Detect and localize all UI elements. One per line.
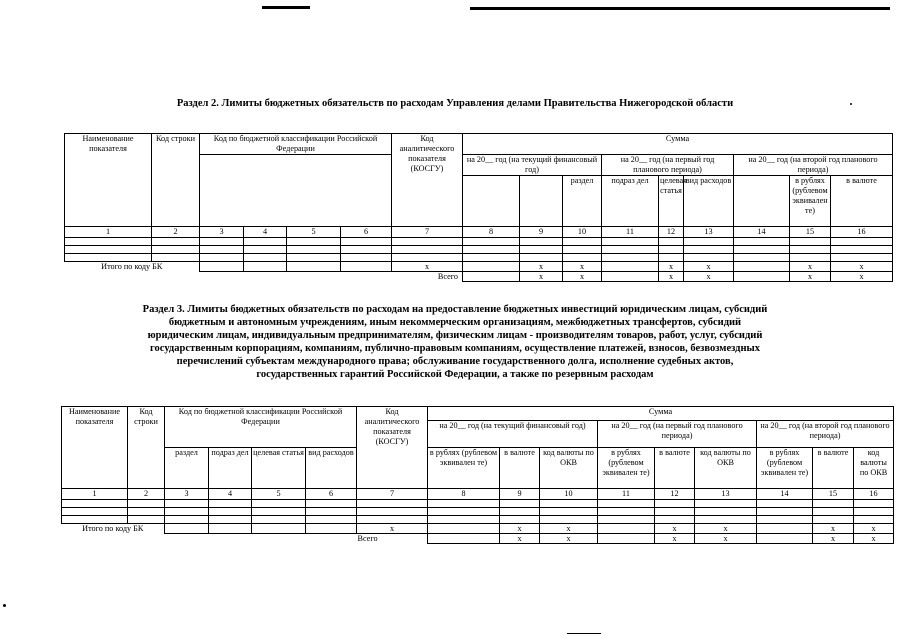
col-num: 1	[65, 227, 152, 238]
table-row	[65, 254, 893, 262]
col-num: 15	[813, 488, 854, 499]
header-year-1: на 20__ год (на текущий финансовый год)	[463, 155, 602, 176]
header-kosgu: Код аналитического показателя (КОСГУ)	[357, 407, 428, 448]
col-num: 13	[684, 227, 734, 238]
col-num: 16	[831, 227, 893, 238]
scan-artifact-line	[567, 633, 601, 634]
col-num: 11	[598, 488, 655, 499]
header-razdel: раздел	[563, 176, 602, 227]
header-row-code: Код строки	[152, 134, 200, 227]
table-row	[65, 238, 893, 246]
col-num: 8	[428, 488, 500, 499]
col-num: 4	[209, 488, 252, 499]
section3-title-line: Раздел 3. Лимиты бюджетных обязательств по расходам на предоставление бюджетных инвестиций юридическим лицам, субсидий	[142, 304, 768, 315]
table-number-row	[65, 227, 893, 238]
mark-cell: x	[813, 523, 854, 533]
col-num: 15	[790, 227, 831, 238]
section3-title	[40, 303, 870, 381]
header-okv-3: код валюты по ОКВ	[854, 447, 894, 488]
mark-cell: x	[684, 272, 734, 282]
header-vid: вид расходов	[684, 176, 734, 227]
mark-cell: x	[695, 533, 757, 543]
table-itogo-row	[65, 262, 893, 272]
header-val-2: в валюте	[655, 447, 695, 488]
table-section3	[61, 406, 894, 544]
section2-title-text: Раздел 2. Лимиты бюджетных обязательств по расходам Управления делами Правительства Нижегородской области	[176, 98, 734, 109]
header-name-cont	[62, 447, 128, 488]
scan-artifact-dot	[3, 604, 6, 607]
col-num: 14	[757, 488, 813, 499]
header-bk-code: Код по бюджетной классификации Российской Федерации	[200, 134, 392, 155]
header-sum: Сумма	[428, 407, 894, 421]
header-code-cont	[520, 176, 563, 227]
mark-cell: x	[500, 523, 540, 533]
col-num: 10	[540, 488, 598, 499]
mark-cell: x	[790, 262, 831, 272]
header-code-cont	[128, 447, 165, 488]
col-num: 10	[563, 227, 602, 238]
col-num: 2	[128, 488, 165, 499]
mark-cell: x	[695, 523, 757, 533]
col-num: 13	[695, 488, 757, 499]
mark-cell: x	[540, 523, 598, 533]
col-num: 5	[287, 227, 341, 238]
table-row	[62, 507, 894, 515]
mark-cell: x	[392, 262, 463, 272]
header-vid: вид расходов	[306, 447, 357, 488]
header-row-code: Код строки	[128, 407, 165, 448]
header-year-2: на 20__ год (на первый год планового периода)	[602, 155, 734, 176]
header-bk-spacer	[200, 155, 392, 227]
mark-cell: x	[520, 262, 563, 272]
header-kosgu-cont	[357, 447, 428, 488]
section3-title-line: юридическим лицам, индивидуальным предпринимателям, физическим лицам - производителям товаров, работ, услуг, субсидий	[147, 330, 763, 341]
header-name: Наименование показателя	[62, 407, 128, 448]
table-itogo-row	[62, 523, 894, 533]
section3-title-line: государственных гарантий Российской Федерации, а также по резервным расходам	[256, 369, 654, 380]
header-rub-1: в рублях (рублевом эквивален те)	[790, 176, 831, 227]
header-podrazdel: подраз дел	[602, 176, 659, 227]
itogo-label: Итого по коду БК	[101, 262, 163, 271]
header-val-3: в валюте	[813, 447, 854, 488]
table-vsego-row	[65, 272, 893, 282]
header-kosgu-cont	[734, 176, 790, 227]
header-rub-2: в рублях (рублевом эквивален те)	[598, 447, 655, 488]
header-val-1: в валюте	[500, 447, 540, 488]
header-year-3: на 20__ год (на второй год планового периода)	[734, 155, 893, 176]
mark-cell: x	[831, 272, 893, 282]
header-year-1: на 20__ год (на текущий финансовый год)	[428, 420, 598, 447]
itogo-label: Итого по коду БК	[82, 523, 144, 533]
mark-cell: x	[659, 272, 684, 282]
mark-cell: x	[563, 262, 602, 272]
mark-cell: x	[500, 533, 540, 543]
mark-cell: x	[684, 262, 734, 272]
mark-cell: x	[655, 523, 695, 533]
section3-title-line: бюджетным и автономным учреждениям, иным некоммерческим организациям, межбюджетных трансфертов, субсидий	[168, 317, 742, 328]
table-row	[65, 246, 893, 254]
col-num: 7	[392, 227, 463, 238]
col-num: 6	[306, 488, 357, 499]
header-rub-1: в рублях (рублевом эквивален те)	[428, 447, 500, 488]
header-kosgu: Код аналитического показателя (КОСГУ)	[392, 134, 463, 227]
col-num: 12	[655, 488, 695, 499]
vsego-label: Всего	[357, 533, 378, 543]
mark-cell: x	[854, 533, 894, 543]
table-row	[62, 499, 894, 507]
col-num: 7	[357, 488, 428, 499]
header-val-1: в валюте	[831, 176, 893, 227]
mark-cell: x	[357, 523, 428, 533]
header-rub-3: в рублях (рублевом эквивален те)	[757, 447, 813, 488]
table-row	[62, 515, 894, 523]
header-celevaya: целевая статья	[659, 176, 684, 227]
section3-title-line: перечислений субъектам международного права; обслуживание государственного долга, исполнение судебных актов,	[176, 356, 734, 367]
header-bk-code: Код по бюджетной классификации Российской Федерации	[165, 407, 357, 448]
mark-cell: x	[854, 523, 894, 533]
mark-cell: x	[790, 272, 831, 282]
table-header-row	[65, 134, 893, 155]
header-name: Наименование показателя	[65, 134, 152, 227]
col-num: 3	[200, 227, 244, 238]
mark-cell: x	[520, 272, 563, 282]
col-num: 14	[734, 227, 790, 238]
mark-cell: x	[563, 272, 602, 282]
mark-cell: x	[540, 533, 598, 543]
col-num: 4	[244, 227, 287, 238]
header-okv-1: код валюты по ОКВ	[540, 447, 598, 488]
header-celevaya: целевая статья	[252, 447, 306, 488]
col-num: 3	[165, 488, 209, 499]
table-header-row	[62, 447, 894, 488]
table-section2	[64, 133, 893, 282]
col-num: 2	[152, 227, 200, 238]
mark-cell: x	[831, 262, 893, 272]
scan-artifact-line	[262, 6, 310, 9]
header-year-3: на 20__ год (на второй год планового периода)	[757, 420, 894, 447]
header-razdel: раздел	[165, 447, 209, 488]
col-num: 16	[854, 488, 894, 499]
mark-cell: x	[655, 533, 695, 543]
table-header-row	[62, 407, 894, 421]
col-num: 9	[520, 227, 563, 238]
header-sum: Сумма	[463, 134, 893, 155]
header-okv-2: код валюты по ОКВ	[695, 447, 757, 488]
col-num: 8	[463, 227, 520, 238]
scan-artifact-line	[470, 7, 890, 10]
mark-cell: x	[813, 533, 854, 543]
vsego-label: Всего	[437, 272, 458, 281]
section3-title-line: государственным корпорациям, компаниям, публично-правовым компаниям, осуществление платежей, взносов, безвозмездных	[150, 343, 760, 354]
col-num: 1	[62, 488, 128, 499]
header-podrazdel: подраз дел	[209, 447, 252, 488]
col-num: 5	[252, 488, 306, 499]
table-number-row	[62, 488, 894, 499]
header-name-cont	[463, 176, 520, 227]
col-num: 9	[500, 488, 540, 499]
col-num: 11	[602, 227, 659, 238]
col-num: 12	[659, 227, 684, 238]
mark-cell: x	[659, 262, 684, 272]
section2-title	[40, 97, 870, 110]
col-num: 6	[341, 227, 392, 238]
header-year-2: на 20__ год (на первый год планового периода)	[598, 420, 757, 447]
table-vsego-row	[62, 533, 894, 543]
